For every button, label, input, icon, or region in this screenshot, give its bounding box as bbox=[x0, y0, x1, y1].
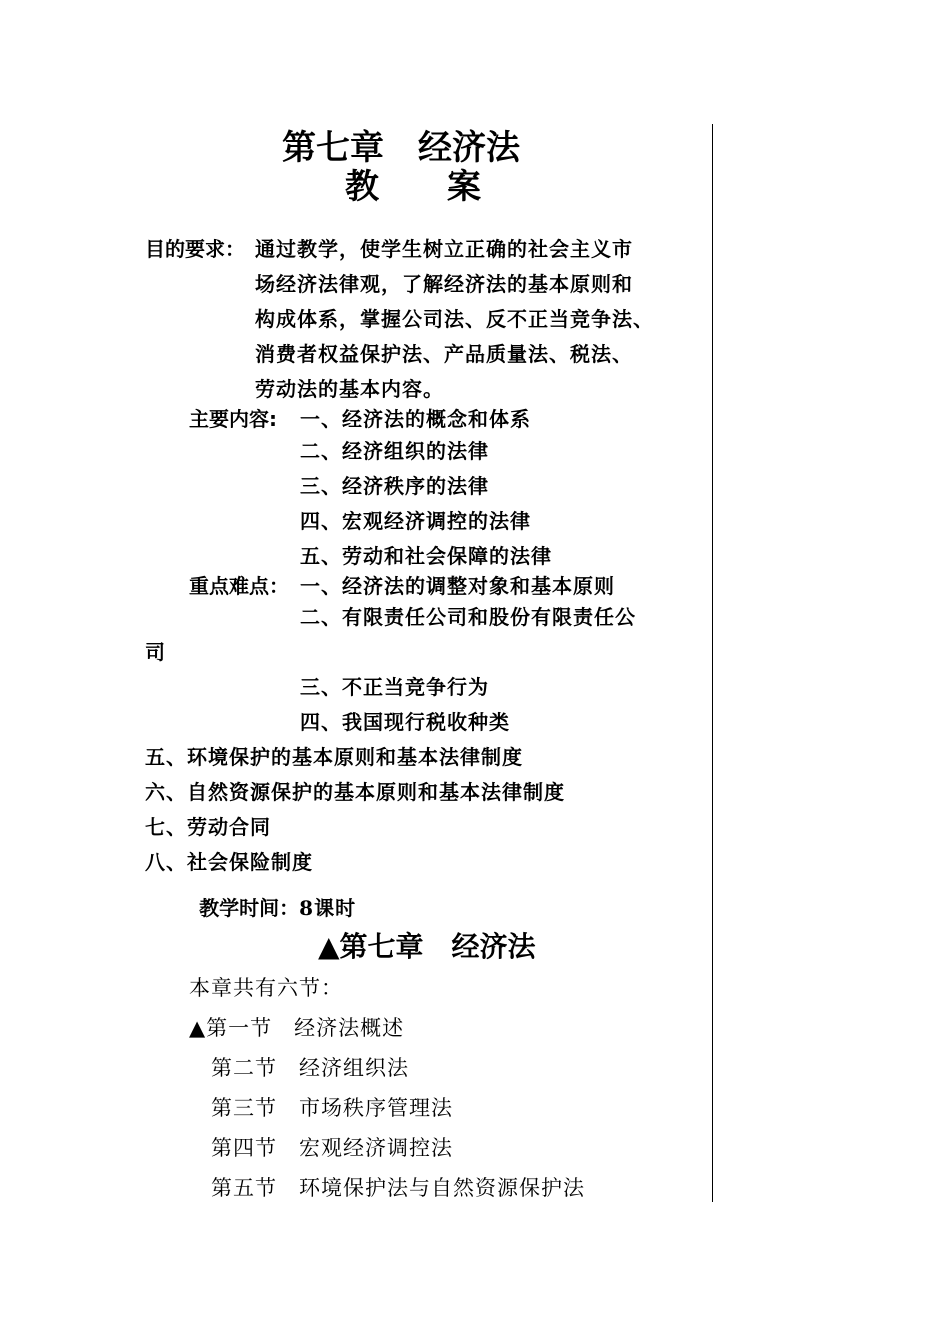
key-point-item: 二、有限责任公司和股份有限责任公 bbox=[300, 605, 636, 629]
objective-label: 目的要求： bbox=[145, 237, 245, 261]
section-item: 第三节 市场秩序管理法 bbox=[211, 1096, 453, 1120]
main-content-item: 五、劳动和社会保障的法律 bbox=[300, 544, 552, 568]
key-point-item: 一、经济法的调整对象和基本原则 bbox=[300, 574, 615, 598]
key-point-item: 三、不正当竞争行为 bbox=[300, 675, 489, 699]
chapter-intro: 本章共有六节： bbox=[189, 976, 343, 1000]
section-item: 第二节 经济组织法 bbox=[211, 1056, 409, 1080]
objective-line: 场经济法律观，了解经济法的基本原则和 bbox=[255, 272, 633, 296]
objective-line: 消费者权益保护法、产品质量法、税法、 bbox=[255, 342, 633, 366]
key-point-item: 七、劳动合同 bbox=[145, 815, 271, 839]
doc-title: 第七章 经济法 bbox=[282, 128, 520, 168]
main-content-item: 二、经济组织的法律 bbox=[300, 439, 489, 463]
main-content-item: 一、经济法的概念和体系 bbox=[300, 407, 531, 431]
teaching-time-value: 8课时 bbox=[299, 896, 357, 920]
objective-line: 劳动法的基本内容。 bbox=[255, 377, 444, 401]
key-point-item: 八、社会保险制度 bbox=[145, 850, 313, 874]
section-item: 第四节 宏观经济调控法 bbox=[211, 1136, 453, 1160]
objective-line: 通过教学，使学生树立正确的社会主义市 bbox=[255, 237, 633, 261]
chapter-heading: ▲第七章 经济法 bbox=[318, 930, 536, 963]
main-content-item: 四、宏观经济调控的法律 bbox=[300, 509, 531, 533]
key-point-item: 四、我国现行税收种类 bbox=[300, 710, 510, 734]
main-content-item: 三、经济秩序的法律 bbox=[300, 474, 489, 498]
main-content-label: 主要内容: bbox=[189, 407, 277, 431]
key-points-label: 重点难点： bbox=[189, 574, 289, 598]
key-point-item: 五、环境保护的基本原则和基本法律制度 bbox=[145, 745, 523, 769]
section-item: 第五节 环境保护法与自然资源保护法 bbox=[211, 1176, 585, 1200]
section-item: ▲第一节 经济法概述 bbox=[189, 1016, 405, 1040]
teaching-time bbox=[189, 882, 356, 918]
doc-subtitle: 教 案 bbox=[345, 167, 481, 207]
key-point-item: 司 bbox=[145, 640, 166, 664]
objective-line: 构成体系，掌握公司法、反不正当竞争法、 bbox=[255, 307, 654, 331]
key-point-item: 六、自然资源保护的基本原则和基本法律制度 bbox=[145, 780, 565, 804]
teaching-time-label: 教学时间： bbox=[199, 896, 300, 920]
margin-rule bbox=[712, 124, 713, 1202]
